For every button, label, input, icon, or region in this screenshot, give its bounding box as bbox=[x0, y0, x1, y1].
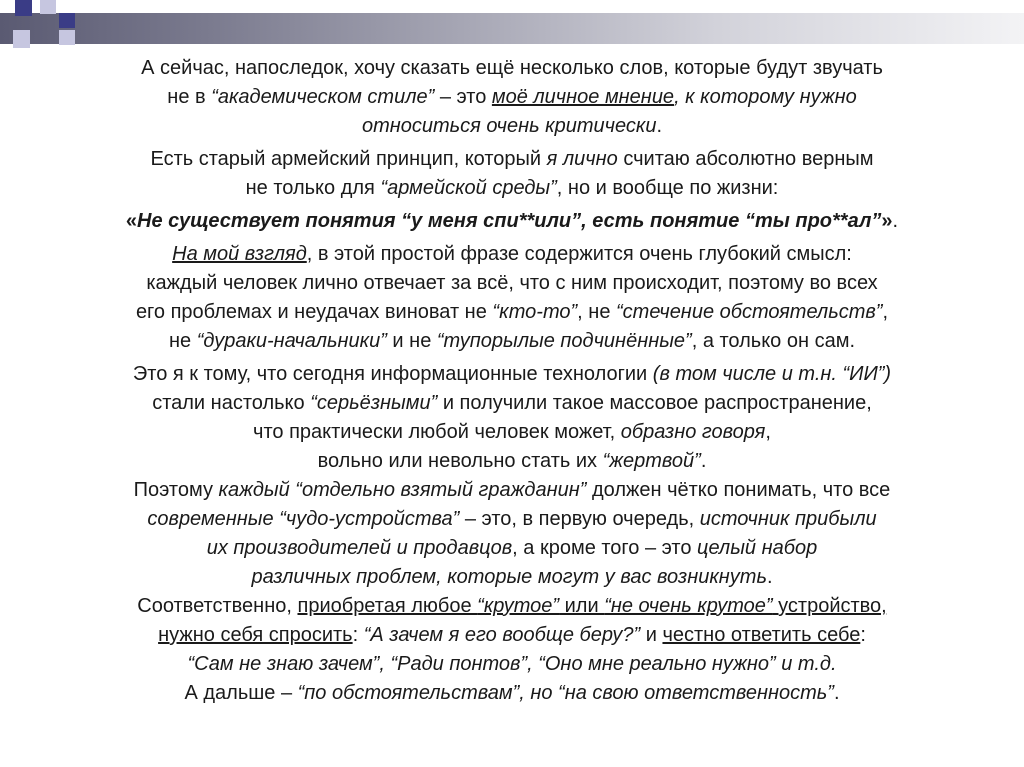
text-run: не только для bbox=[245, 177, 381, 199]
text-line bbox=[0, 83, 1024, 112]
text-line bbox=[0, 621, 1024, 650]
text-run: , а кроме того – это bbox=[512, 537, 698, 559]
text-run: Не существует понятия “у меня спи**или”, есть понятие “ты про**ал” bbox=[137, 210, 882, 232]
text-line bbox=[0, 112, 1024, 141]
text-line bbox=[0, 298, 1024, 327]
text-run: “кто-то” bbox=[492, 301, 578, 323]
text-run: каждый человек лично отвечает за всё, что с ним происходит, поэтому во всех bbox=[146, 272, 878, 294]
text-run: Соответственно, bbox=[137, 595, 298, 617]
text-line bbox=[0, 505, 1024, 534]
text-run: “по обстоятельствам”, но “на свою ответственность” bbox=[297, 682, 834, 704]
text-run: их производителей и продавцов bbox=[206, 537, 513, 559]
text-line bbox=[0, 54, 1024, 83]
text-line bbox=[0, 447, 1024, 476]
text-run: “Сам не знаю зачем”, “Ради понтов”, “Оно мне реально нужно” и т.д. bbox=[187, 653, 837, 675]
decor-square-3 bbox=[59, 13, 75, 28]
text-run: и не bbox=[386, 330, 437, 352]
text-run: « bbox=[125, 210, 138, 232]
slide-header-bar bbox=[0, 13, 1024, 44]
text-run: – это, в первую очередь, bbox=[459, 508, 700, 530]
text-run: стали настолько bbox=[152, 392, 311, 414]
text-run: “армейской среды” bbox=[380, 177, 557, 199]
decor-square-1 bbox=[15, 0, 32, 16]
text-run: А сейчас, напоследок, хочу сказать ещё несколько слов, которые будут звучать bbox=[141, 57, 883, 79]
text-run: “стечение обстоятельств” bbox=[616, 301, 883, 323]
text-run: : bbox=[352, 624, 364, 646]
text-run: каждый “отдельно взятый гражданин” bbox=[218, 479, 587, 501]
text-run: , не bbox=[577, 301, 617, 323]
text-run: целый набор bbox=[697, 537, 818, 559]
text-run: : bbox=[860, 624, 866, 646]
text-line bbox=[0, 207, 1024, 236]
text-run: . bbox=[700, 450, 707, 472]
text-run: Есть старый армейский принцип, который bbox=[150, 148, 547, 170]
text-run: считаю абсолютно верным bbox=[617, 148, 874, 170]
paragraph bbox=[0, 54, 1024, 141]
text-run: “крутое” bbox=[477, 595, 560, 617]
text-line bbox=[0, 360, 1024, 389]
text-run: “тупорылые подчинённые” bbox=[436, 330, 692, 352]
text-run: “А зачем я его вообще беру?” bbox=[363, 624, 641, 646]
decor-square-2 bbox=[40, 0, 56, 14]
text-line bbox=[0, 650, 1024, 679]
text-run: различных проблем, которые могут у вас возникнуть bbox=[251, 566, 767, 588]
text-run: не в bbox=[167, 86, 212, 108]
text-run: не bbox=[168, 330, 197, 352]
text-run: (в том числе и т.н. “ИИ”) bbox=[652, 363, 892, 385]
text-line bbox=[0, 592, 1024, 621]
text-run: . bbox=[766, 566, 773, 588]
text-run: , в этой простой фразе содержится очень глубокий смысл: bbox=[306, 243, 852, 265]
paragraph bbox=[0, 207, 1024, 236]
text-line bbox=[0, 476, 1024, 505]
text-line bbox=[0, 679, 1024, 708]
text-run: относиться очень критически bbox=[361, 115, 657, 137]
text-run: нужно себя спросить bbox=[158, 624, 353, 646]
text-run: его проблемах и неудачах виноват не bbox=[135, 301, 493, 323]
text-run: что практически любой человек может, bbox=[253, 421, 621, 443]
text-run: Это я к тому, что сегодня информационные технологии bbox=[132, 363, 653, 385]
text-run: вольно или невольно стать их bbox=[317, 450, 603, 472]
paragraph bbox=[0, 360, 1024, 708]
decor-square-4 bbox=[13, 30, 30, 48]
text-run: я лично bbox=[546, 148, 618, 170]
text-run: , но и вообще по жизни: bbox=[556, 177, 779, 199]
text-run: “жертвой” bbox=[602, 450, 701, 472]
text-run: честно ответить себе bbox=[662, 624, 861, 646]
text-run: . bbox=[656, 115, 663, 137]
text-run: . bbox=[892, 210, 899, 232]
text-run: На мой взгляд bbox=[172, 243, 307, 265]
text-run: образно говоря bbox=[620, 421, 766, 443]
text-run: устройство, bbox=[772, 595, 887, 617]
text-line bbox=[0, 240, 1024, 269]
text-run: или bbox=[559, 595, 605, 617]
text-run: моё личное мнение bbox=[491, 86, 675, 108]
text-line bbox=[0, 534, 1024, 563]
text-line bbox=[0, 563, 1024, 592]
text-run: . bbox=[833, 682, 840, 704]
slide-body-text bbox=[0, 54, 1024, 708]
text-run: и получили такое массовое распространение, bbox=[437, 392, 872, 414]
text-run: , bbox=[765, 421, 771, 443]
text-line bbox=[0, 418, 1024, 447]
text-line bbox=[0, 327, 1024, 356]
text-run: современные “чудо-устройства” bbox=[147, 508, 460, 530]
text-run: , к которому нужно bbox=[674, 86, 857, 108]
paragraph bbox=[0, 145, 1024, 203]
paragraph bbox=[0, 240, 1024, 356]
text-run: должен чётко понимать, что все bbox=[586, 479, 891, 501]
text-line bbox=[0, 269, 1024, 298]
text-line bbox=[0, 145, 1024, 174]
text-run: “не очень крутое” bbox=[604, 595, 773, 617]
text-run: приобретая любое bbox=[297, 595, 478, 617]
text-run: “академическом стиле” bbox=[211, 86, 435, 108]
text-run: , bbox=[882, 301, 889, 323]
text-run: и bbox=[640, 624, 663, 646]
text-run: » bbox=[881, 210, 893, 232]
text-line bbox=[0, 174, 1024, 203]
text-run: “серьёзными” bbox=[310, 392, 438, 414]
text-run: , а только он сам. bbox=[691, 330, 856, 352]
text-run: источник прибыли bbox=[699, 508, 877, 530]
text-run: – это bbox=[434, 86, 492, 108]
decor-square-5 bbox=[59, 30, 75, 45]
text-run: А дальше – bbox=[184, 682, 298, 704]
text-run: “дураки-начальники” bbox=[196, 330, 387, 352]
text-line bbox=[0, 389, 1024, 418]
text-run: Поэтому bbox=[133, 479, 219, 501]
